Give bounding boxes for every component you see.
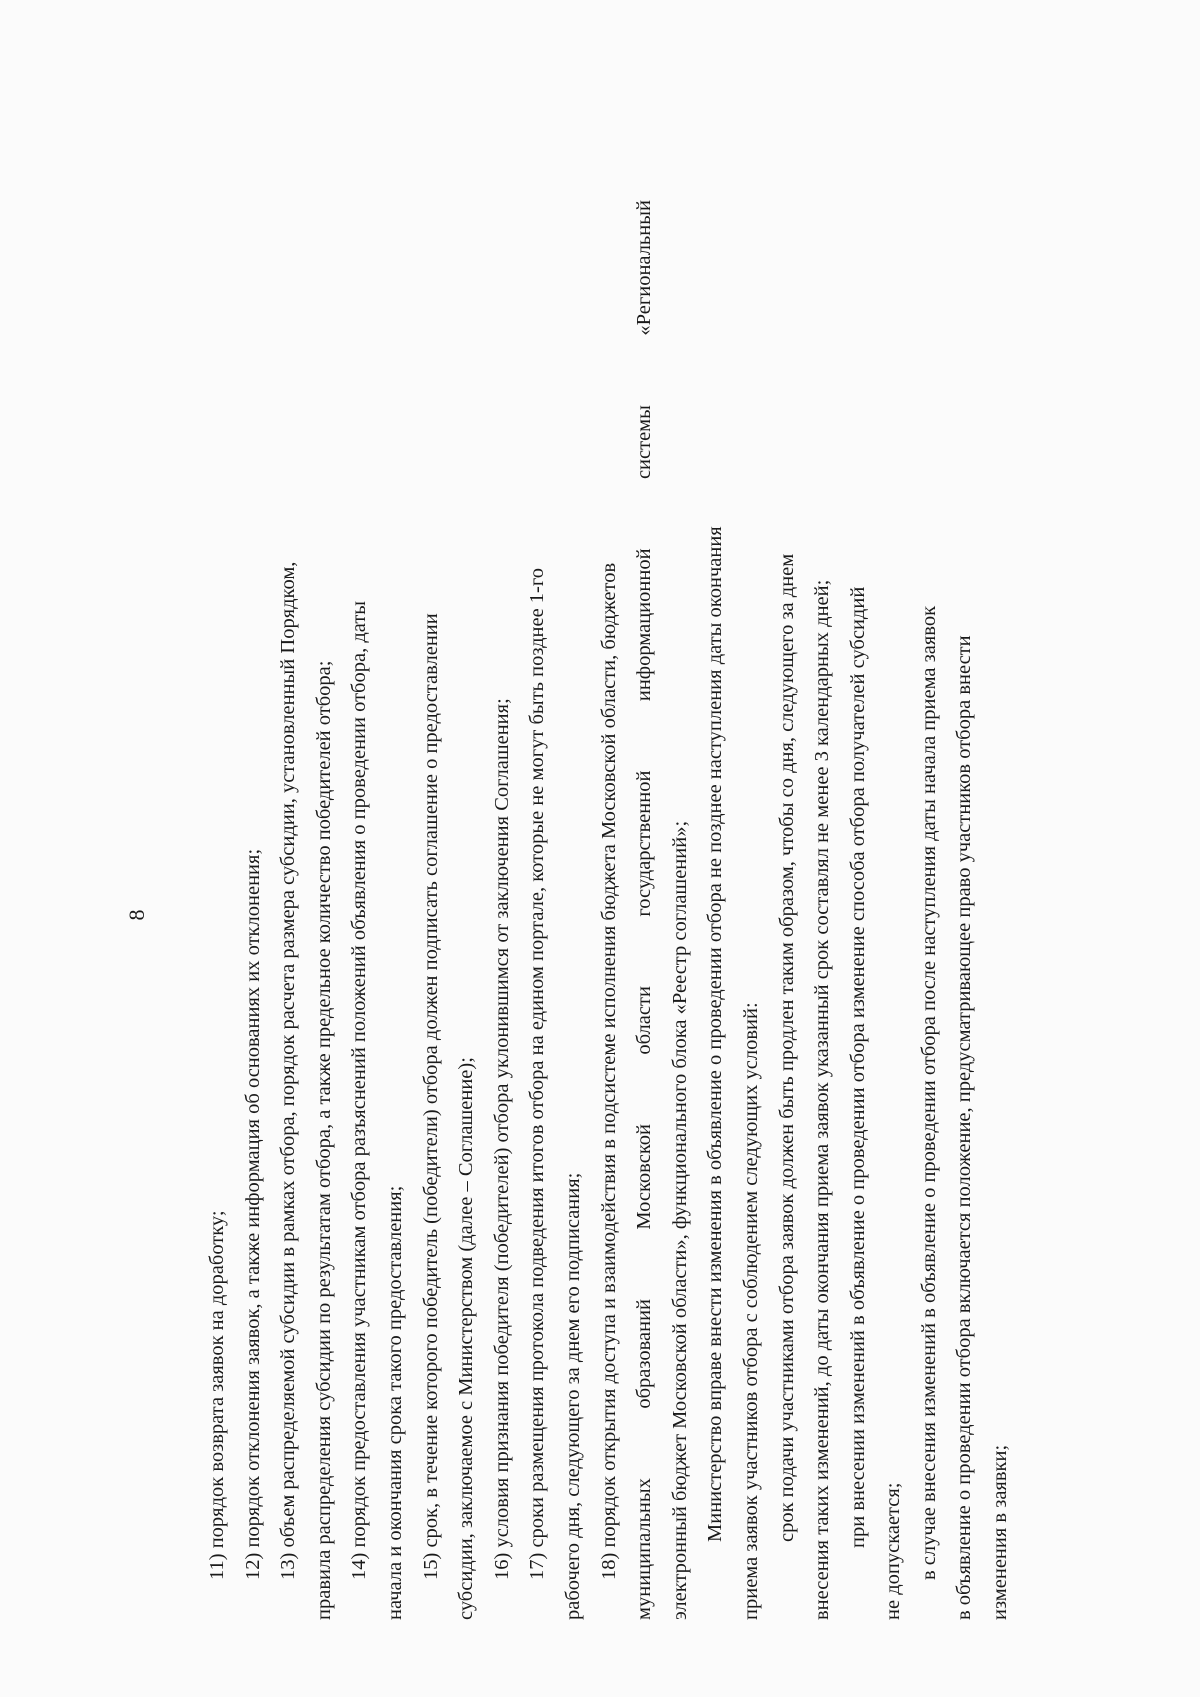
text-line: изменения в заявки;: [989, 1444, 1012, 1620]
text-line: 15) срок, в течение которого победитель (победители) отбора должен подписать соглашение о предоставлении: [419, 613, 442, 1580]
text-line: рабочего дня, следующего за днем его подписания;: [561, 1172, 584, 1620]
word: системы: [633, 405, 656, 480]
text-line: 18) порядок открытия доступа и взаимодействия в подсистеме исполнения бюджета Московской области, бюджетов: [597, 562, 620, 1580]
text-line: 14) порядок предоставления участникам отбора разъяснений положений объявления о проведении отбора, даты: [348, 600, 371, 1580]
text-line: 17) сроки размещения протокола подведения итогов отбора на едином портале, которые не могут быть позднее 1-го: [526, 567, 549, 1580]
text-line: приема заявок участников отбора с соблюдением следующих условий:: [739, 1002, 762, 1620]
text-line: правила распределения субсидии по результатам отбора, а также предельное количество победителей отбора;: [312, 660, 335, 1620]
text-line: 11) порядок возврата заявок на доработку;: [206, 1210, 228, 1580]
text-line: начала и окончания срока такого предоставления;: [383, 1185, 406, 1620]
text-line: Министерство вправе внести изменения в объявление о проведении отбора не позднее наступления даты окончания: [704, 526, 727, 1542]
text-line: не допускается;: [882, 1482, 905, 1620]
word: информационной: [633, 548, 656, 702]
rotated-text-block: [124, 175, 1012, 1655]
word: образований: [633, 1298, 656, 1409]
word: области: [633, 986, 656, 1055]
text-line: субсидии, заключаемое с Министерством (далее – Соглашение);: [455, 1057, 478, 1620]
text-line: 16) условия признания победителя (победителей) отбора уклонившимся от заключения Соглашения;: [490, 698, 513, 1580]
text-line: внесения таких изменений, до даты окончания приема заявок указанный срок составлял не менее 3 календарных дней;: [811, 579, 834, 1620]
text-line: при внесении изменений в объявление о проведении отбора изменение способа отбора получателей субсидий: [846, 586, 869, 1548]
page-number: 8: [124, 909, 149, 921]
document-body: [200, 200, 1019, 1620]
text-line: срок подачи участниками отбора заявок должен быть продлен таким образом, чтобы со дня, следующего за днем: [775, 553, 798, 1542]
word: Московской: [633, 1124, 656, 1230]
text-line: 13) объем распределяемой субсидии в рамках отбора, порядок расчета размера субсидии, установленный Порядком,: [277, 561, 300, 1580]
text-line: [627, 200, 663, 1620]
text-line: 12) порядок отклонения заявок, а также информация об основаниях их отклонения;: [241, 848, 264, 1580]
word: «Региональный: [633, 200, 656, 336]
word: муниципальных: [633, 1478, 656, 1620]
text-line: электронный бюджет Московской области», функционального блока «Реестр соглашений»;: [668, 820, 691, 1620]
text-line: в объявление о проведении отбора включается положение, предусматривающее право участников отбора внести: [953, 635, 976, 1620]
text-line: в случае внесения изменений в объявление о проведении отбора после наступления даты начала приема заявок: [917, 605, 940, 1580]
word: государственной: [633, 770, 656, 917]
